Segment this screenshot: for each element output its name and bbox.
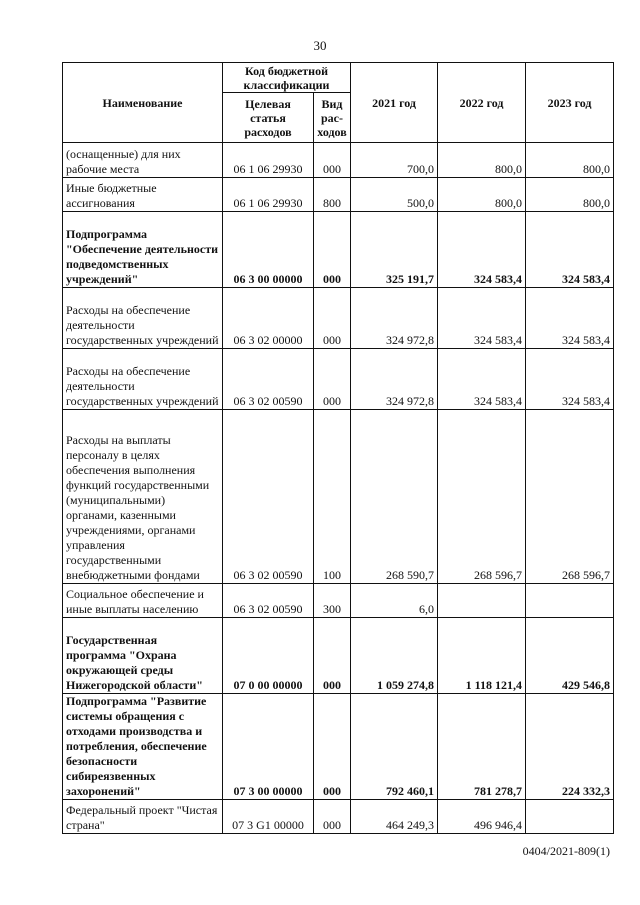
cell-2021: 464 249,3 — [351, 800, 438, 834]
cell-2021: 500,0 — [351, 178, 438, 212]
cell-target-article: 07 0 00 00000 — [223, 618, 314, 694]
table-row — [63, 410, 614, 584]
cell-name: Подпрограмма "Развитие системы обращения с отходами производства и потребления, обеспечение безопасности сибиреязвенных захоронений" — [63, 694, 223, 800]
cell-2022: 781 278,7 — [438, 694, 526, 800]
cell-expense-type: 000 — [314, 212, 351, 288]
cell-2021: 700,0 — [351, 143, 438, 178]
table-row — [63, 212, 614, 288]
table-row — [63, 618, 614, 694]
table-row — [63, 178, 614, 212]
cell-2023: 268 596,7 — [526, 410, 614, 584]
table-row — [63, 288, 614, 349]
cell-2023: 800,0 — [526, 178, 614, 212]
cell-target-article: 06 3 02 00590 — [223, 584, 314, 618]
cell-expense-type: 000 — [314, 349, 351, 410]
cell-2022 — [438, 584, 526, 618]
cell-2021: 325 191,7 — [351, 212, 438, 288]
cell-expense-type: 100 — [314, 410, 351, 584]
cell-expense-type: 000 — [314, 800, 351, 834]
cell-2023: 800,0 — [526, 143, 614, 178]
page-number: 30 — [313, 38, 327, 53]
cell-target-article: 07 3 00 00000 — [223, 694, 314, 800]
cell-target-article: 06 1 06 29930 — [223, 143, 314, 178]
budget-table — [62, 62, 614, 834]
cell-2022: 268 596,7 — [438, 410, 526, 584]
cell-2023: 429 546,8 — [526, 618, 614, 694]
cell-name: Государственная программа "Охрана окружающей среды Нижегородской области" — [63, 618, 223, 694]
cell-name: Расходы на обеспечение деятельности государственных учреждений — [63, 349, 223, 410]
table-row — [63, 349, 614, 410]
cell-2022: 1 118 121,4 — [438, 618, 526, 694]
header-name: Наименование — [63, 63, 223, 143]
cell-name: Расходы на выплаты персоналу в целях обеспечения выполнения функций государственными (муниципальными) органами, казенными учреждениями, органами управления государственными внебюджетными фондами — [63, 410, 223, 584]
cell-name: Социальное обеспечение и иные выплаты населению — [63, 584, 223, 618]
header-target-article: Целевая статья расходов — [223, 93, 314, 143]
header-2023: 2023 год — [526, 63, 614, 143]
cell-target-article: 06 3 02 00000 — [223, 288, 314, 349]
header-kbk: Код бюджетной классификации — [223, 63, 351, 93]
cell-expense-type: 000 — [314, 143, 351, 178]
table-body — [63, 143, 614, 834]
header-2022: 2022 год — [438, 63, 526, 143]
cell-2023: 224 332,3 — [526, 694, 614, 800]
cell-target-article: 06 3 00 00000 — [223, 212, 314, 288]
cell-2022: 324 583,4 — [438, 212, 526, 288]
cell-2021: 792 460,1 — [351, 694, 438, 800]
cell-2022: 496 946,4 — [438, 800, 526, 834]
cell-target-article: 07 3 G1 00000 — [223, 800, 314, 834]
cell-name: Иные бюджетные ассигнования — [63, 178, 223, 212]
table-row — [63, 800, 614, 834]
cell-target-article: 06 1 06 29930 — [223, 178, 314, 212]
cell-2023: 324 583,4 — [526, 349, 614, 410]
cell-name: Расходы на обеспечение деятельности государственных учреждений — [63, 288, 223, 349]
cell-expense-type: 300 — [314, 584, 351, 618]
cell-2022: 324 583,4 — [438, 349, 526, 410]
cell-expense-type: 000 — [314, 288, 351, 349]
header-expense-type: Вид рас-ходов — [314, 93, 351, 143]
table-row — [63, 584, 614, 618]
cell-name: Федеральный проект "Чистая страна" — [63, 800, 223, 834]
cell-2023: 324 583,4 — [526, 212, 614, 288]
cell-2021: 324 972,8 — [351, 349, 438, 410]
cell-expense-type: 000 — [314, 618, 351, 694]
cell-2021: 1 059 274,8 — [351, 618, 438, 694]
cell-target-article: 06 3 02 00590 — [223, 349, 314, 410]
cell-2022: 800,0 — [438, 178, 526, 212]
cell-name: Подпрограмма "Обеспечение деятельности подведомственных учреждений" — [63, 212, 223, 288]
cell-expense-type: 800 — [314, 178, 351, 212]
cell-2021: 268 590,7 — [351, 410, 438, 584]
table-row — [63, 143, 614, 178]
cell-2023: 324 583,4 — [526, 288, 614, 349]
header-2021: 2021 год — [351, 63, 438, 143]
cell-name: (оснащенные) для них рабочие места — [63, 143, 223, 178]
cell-2022: 800,0 — [438, 143, 526, 178]
cell-2023 — [526, 800, 614, 834]
table-row — [63, 694, 614, 800]
cell-expense-type: 000 — [314, 694, 351, 800]
cell-2021: 324 972,8 — [351, 288, 438, 349]
cell-2022: 324 583,4 — [438, 288, 526, 349]
document-code: 0404/2021-809(1) — [522, 844, 610, 858]
cell-2021: 6,0 — [351, 584, 438, 618]
cell-target-article: 06 3 02 00590 — [223, 410, 314, 584]
cell-2023 — [526, 584, 614, 618]
